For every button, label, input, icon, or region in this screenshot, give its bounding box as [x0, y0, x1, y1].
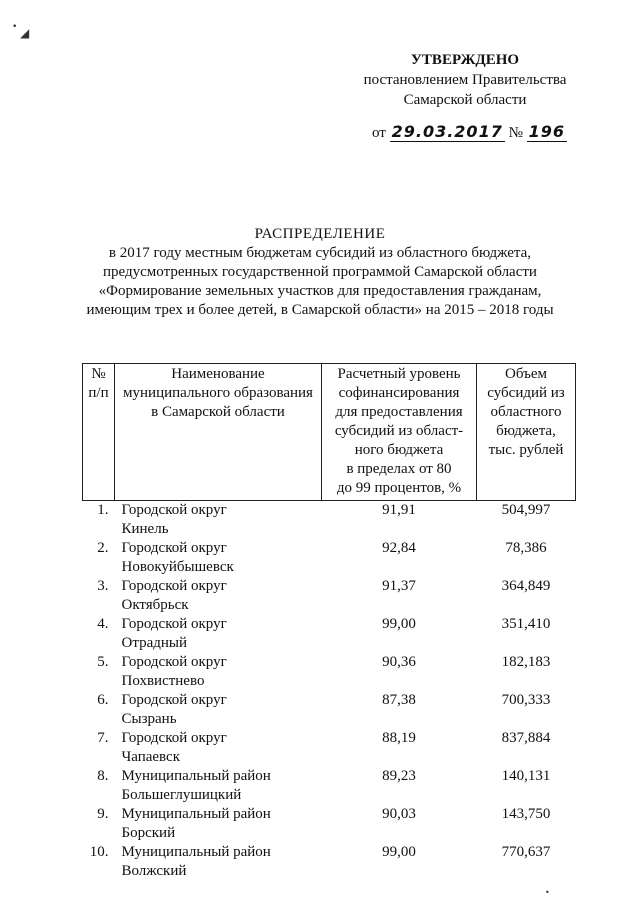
- row-rate: 90,36: [382, 654, 416, 670]
- municipality-type: Городской округ: [121, 616, 227, 632]
- decree-prefix: от: [372, 125, 386, 141]
- table-row: [83, 653, 576, 691]
- row-number: 10.: [89, 844, 109, 860]
- row-number: 8.: [97, 768, 109, 784]
- row-municipality: [115, 805, 322, 843]
- header-municipality: [115, 364, 322, 501]
- row-municipality: [115, 577, 322, 615]
- header-line: софинансирования: [338, 385, 460, 401]
- table-row: [83, 729, 576, 767]
- row-volume: 770,637: [501, 844, 551, 860]
- decree-line: [372, 122, 567, 142]
- table-row: [83, 539, 576, 577]
- approval-line: Самарской области: [403, 92, 527, 108]
- header-line: в пределах от 80: [346, 461, 452, 477]
- table-row: [83, 501, 576, 540]
- header-line: субсидий из област-: [334, 423, 464, 439]
- row-rate: 87,38: [382, 692, 416, 708]
- header-line: областного: [490, 404, 562, 420]
- row-municipality: [115, 729, 322, 767]
- decree-number-sign: №: [508, 125, 523, 141]
- header-subsidy-volume: [477, 364, 576, 501]
- row-volume: 78,386: [505, 540, 547, 556]
- decree-number: 196: [528, 122, 566, 141]
- row-rate: 89,23: [382, 768, 416, 784]
- approval-block: [360, 50, 570, 110]
- municipality-name: Кинель: [121, 521, 169, 537]
- header-line: субсидий из: [487, 385, 565, 401]
- row-volume: 182,183: [501, 654, 551, 670]
- row-municipality: [115, 691, 322, 729]
- municipality-name: Сызрань: [121, 711, 177, 727]
- row-volume: 351,410: [501, 616, 551, 632]
- row-number: 6.: [97, 692, 109, 708]
- table-row: [83, 577, 576, 615]
- header-number: [83, 364, 115, 501]
- municipality-name: Чапаевск: [121, 749, 180, 765]
- table-row: [83, 767, 576, 805]
- header-line: Расчетный уровень: [337, 366, 461, 382]
- row-number: 5.: [97, 654, 109, 670]
- header-line: №: [91, 366, 106, 382]
- row-municipality: [115, 501, 322, 540]
- header-line: тыс. рублей: [488, 442, 564, 458]
- title-line: предусмотренных государственной программой Самарской области: [103, 264, 537, 280]
- municipality-name: Похвистнево: [121, 673, 205, 689]
- row-number: 4.: [97, 616, 109, 632]
- title-heading: РАСПРЕДЕЛЕНИЕ: [254, 226, 386, 242]
- row-rate: 91,91: [382, 502, 416, 518]
- document-title: [60, 225, 580, 320]
- municipality-name: Отрадный: [121, 635, 187, 651]
- row-municipality: [115, 615, 322, 653]
- municipality-type: Городской округ: [121, 578, 227, 594]
- row-rate: 90,03: [382, 806, 416, 822]
- municipality-name: Борский: [121, 825, 176, 841]
- row-volume: 143,750: [501, 806, 551, 822]
- header-cofinancing-rate: [322, 364, 477, 501]
- row-number: 1.: [97, 502, 109, 518]
- row-volume: 140,131: [501, 768, 551, 784]
- municipality-type: Муниципальный район: [121, 806, 271, 822]
- municipality-type: Городской округ: [121, 540, 227, 556]
- municipality-name: Большеглушицкий: [121, 787, 242, 803]
- row-volume: 700,333: [501, 692, 551, 708]
- header-line: Наименование: [171, 366, 265, 382]
- municipality-type: Городской округ: [121, 502, 227, 518]
- header-line: Объем: [505, 366, 547, 382]
- table-row: [83, 843, 576, 881]
- municipality-name: Волжский: [121, 863, 187, 879]
- header-line: до 99 процентов, %: [336, 480, 462, 496]
- table-row: [83, 691, 576, 729]
- decree-date: 29.03.2017: [391, 122, 503, 141]
- municipality-type: Городской округ: [121, 654, 227, 670]
- municipality-name: Новокуйбышевск: [121, 559, 234, 575]
- municipality-type: Муниципальный район: [121, 768, 271, 784]
- row-number: 7.: [97, 730, 109, 746]
- row-rate: 88,19: [382, 730, 416, 746]
- title-line: в 2017 году местным бюджетам субсидий из областного бюджета,: [108, 245, 532, 261]
- header-line: муниципального образования: [123, 385, 313, 401]
- subsidy-table: [82, 363, 576, 881]
- municipality-type: Городской округ: [121, 730, 227, 746]
- approval-stamp: УТВЕРЖДЕНО: [410, 52, 520, 68]
- header-line: п/п: [88, 385, 109, 401]
- row-rate: 99,00: [382, 844, 416, 860]
- municipality-type: Городской округ: [121, 692, 227, 708]
- row-municipality: [115, 767, 322, 805]
- scan-mark-icon: ◢: [20, 26, 30, 40]
- row-rate: 99,00: [382, 616, 416, 632]
- row-number: 9.: [97, 806, 109, 822]
- scan-speck-icon: •: [545, 888, 550, 897]
- header-line: для предоставления: [335, 404, 463, 420]
- header-line: бюджета,: [496, 423, 556, 439]
- header-line: в Самарской области: [151, 404, 285, 420]
- approval-line: постановлением Правительства: [363, 72, 567, 88]
- title-line: «Формирование земельных участков для предоставления гражданам,: [98, 283, 542, 299]
- row-number: 2.: [97, 540, 109, 556]
- table-header-row: [83, 364, 576, 501]
- row-volume: 504,997: [501, 502, 551, 518]
- row-rate: 92,84: [382, 540, 416, 556]
- row-municipality: [115, 653, 322, 691]
- scan-speck-icon: •: [12, 22, 18, 32]
- row-volume: 364,849: [501, 578, 551, 594]
- row-rate: 91,37: [382, 578, 416, 594]
- row-number: 3.: [97, 578, 109, 594]
- header-line: ного бюджета: [354, 442, 444, 458]
- row-volume: 837,884: [501, 730, 551, 746]
- row-municipality: [115, 539, 322, 577]
- municipality-type: Муниципальный район: [121, 844, 271, 860]
- table-row: [83, 805, 576, 843]
- row-municipality: [115, 843, 322, 881]
- municipality-name: Октябрьск: [121, 597, 189, 613]
- table-row: [83, 615, 576, 653]
- title-line: имеющим трех и более детей, в Самарской области» на 2015 – 2018 годы: [86, 302, 554, 318]
